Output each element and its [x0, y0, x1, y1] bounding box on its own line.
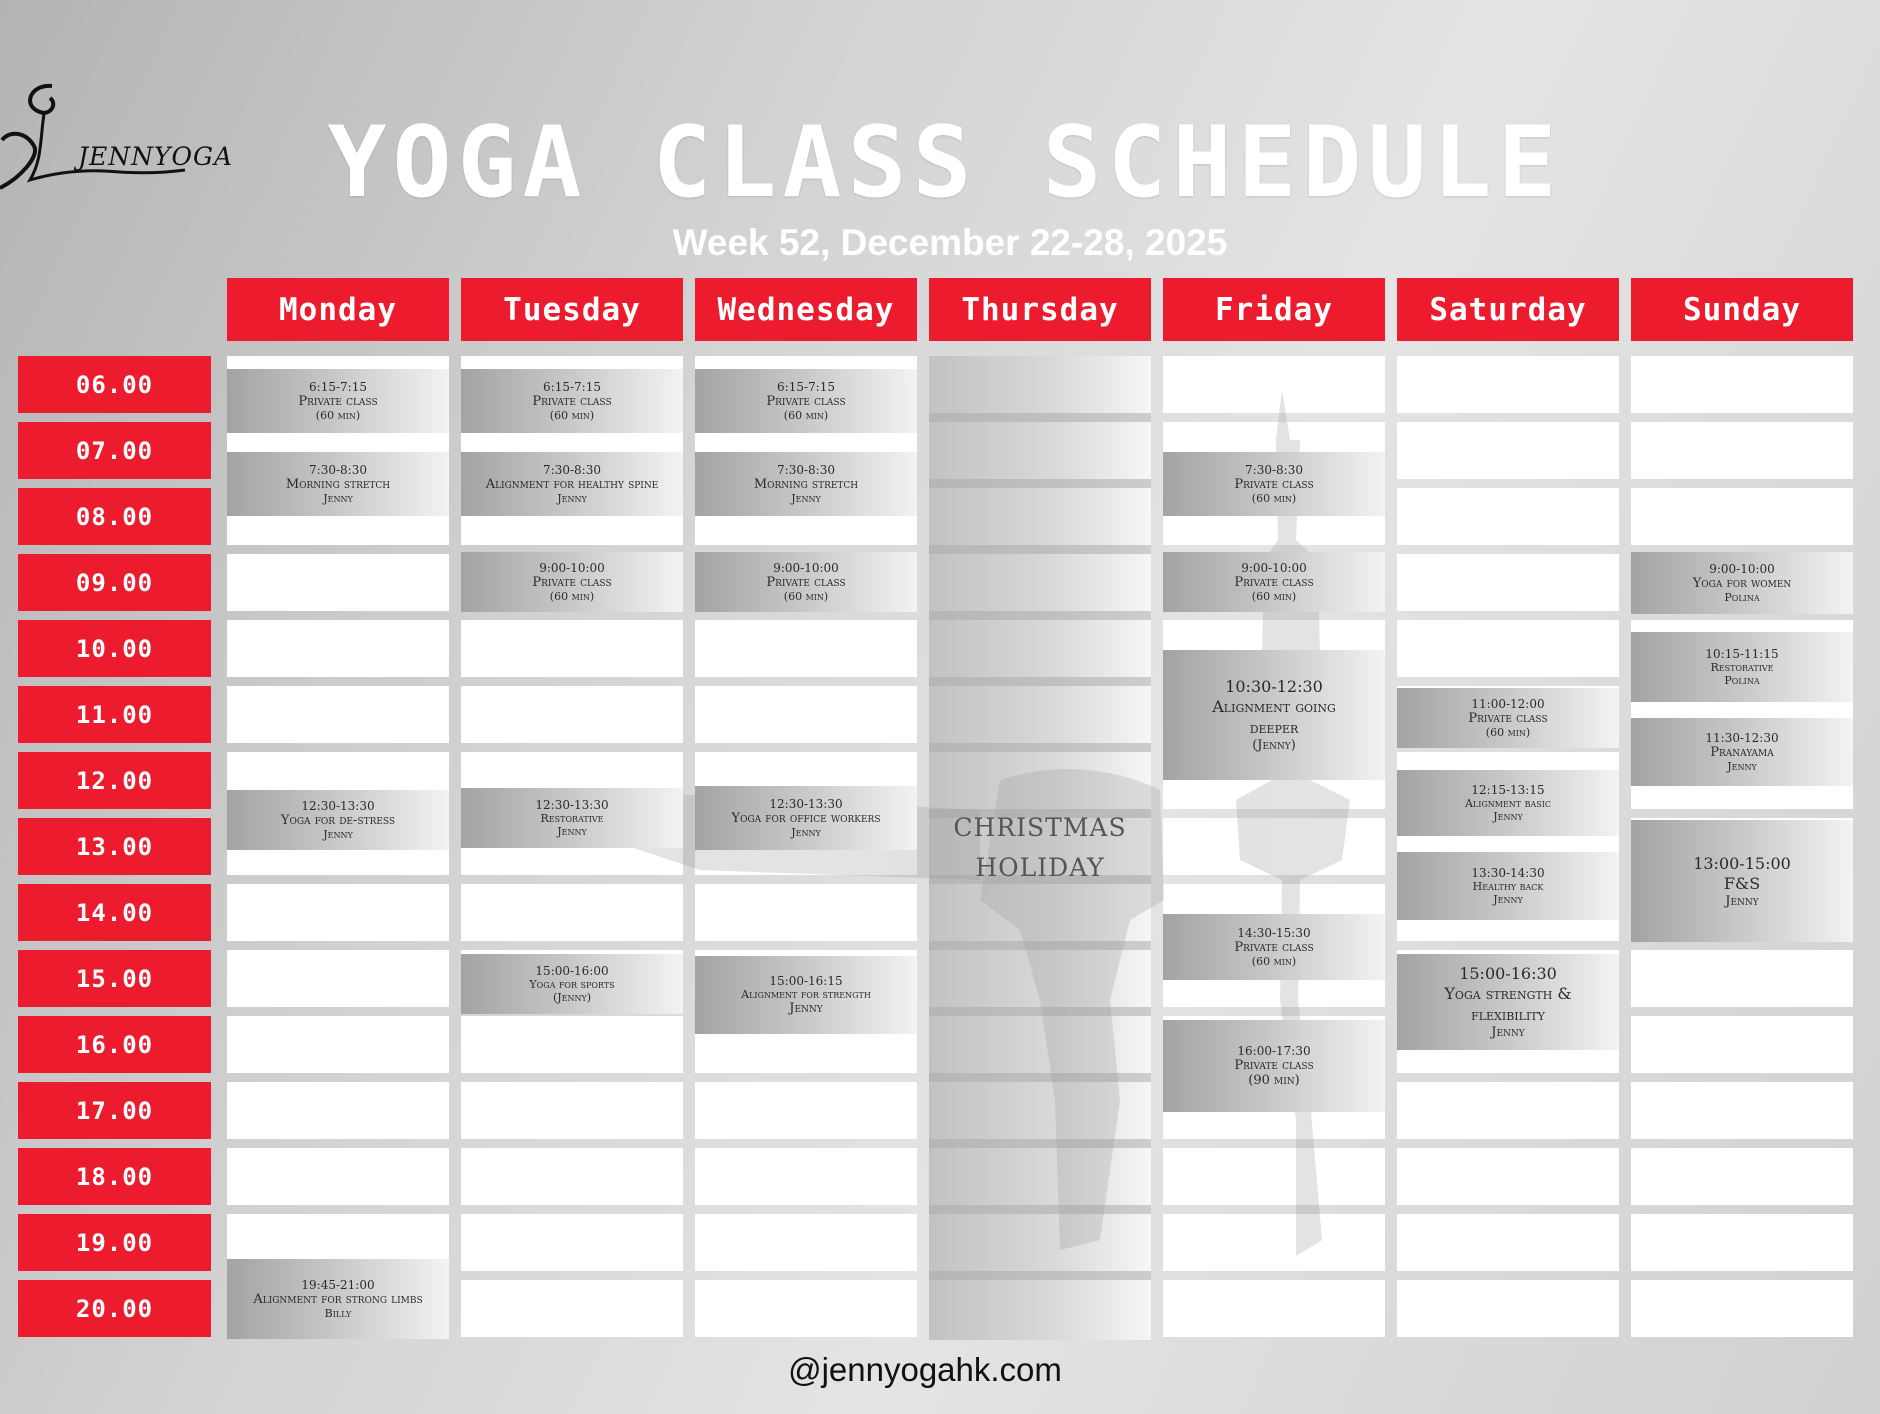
schedule-cell — [1631, 1214, 1853, 1271]
row-separator — [929, 611, 1151, 620]
schedule-cell — [227, 554, 449, 611]
class-time: 11:00-12:00 — [1471, 697, 1545, 711]
class-instructor: (60 min) — [549, 409, 595, 422]
row-separator — [929, 1205, 1151, 1214]
class-time: 12:15-13:15 — [1471, 783, 1545, 797]
class-time: 7:30-8:30 — [777, 463, 835, 477]
class-block[interactable] — [227, 452, 449, 516]
class-time: 7:30-8:30 — [309, 463, 367, 477]
page-title: YOGA CLASS SCHEDULE — [327, 106, 1563, 220]
class-instructor: Billy — [324, 1307, 352, 1320]
day-header-thursday: Thursday — [929, 278, 1151, 341]
schedule-cell — [227, 884, 449, 941]
schedule-cell — [1631, 1280, 1853, 1337]
schedule-cell — [1631, 1148, 1853, 1205]
row-separator — [929, 1073, 1151, 1082]
class-block[interactable] — [1631, 632, 1853, 702]
row-separator — [929, 677, 1151, 686]
class-instructor: Jenny — [1493, 810, 1523, 823]
schedule-cell — [695, 1082, 917, 1139]
class-block[interactable] — [1163, 552, 1385, 612]
class-instructor: Jenny — [1491, 1025, 1525, 1040]
class-time: 12:30-13:30 — [535, 798, 609, 812]
class-time: 10:30-12:30 — [1225, 677, 1323, 696]
schedule-cell — [695, 1148, 917, 1205]
schedule-cell — [1631, 488, 1853, 545]
schedule-cell — [1397, 1148, 1619, 1205]
class-name: Pranayama — [1710, 745, 1774, 760]
day-header-wednesday: Wednesday — [695, 278, 917, 341]
class-instructor: (60 min) — [549, 590, 595, 603]
schedule-cell — [1397, 422, 1619, 479]
time-label-0700: 07.00 — [18, 422, 211, 479]
class-block[interactable] — [461, 954, 683, 1014]
class-instructor: Jenny — [1727, 760, 1757, 773]
class-block[interactable] — [695, 369, 917, 433]
schedule-cell — [461, 1148, 683, 1205]
class-name: Healthy back — [1472, 880, 1544, 893]
class-name: Private class — [1468, 711, 1548, 726]
class-name-line-1: Alignment going — [1212, 697, 1336, 716]
schedule-cell — [227, 686, 449, 743]
class-time: 13:30-14:30 — [1471, 866, 1545, 880]
schedule-cell — [1163, 356, 1385, 413]
day-header-tuesday: Tuesday — [461, 278, 683, 341]
holiday-line-1: CHRISTMAS — [953, 813, 1127, 842]
schedule-cell — [1631, 1082, 1853, 1139]
schedule-cell — [695, 1280, 917, 1337]
class-name: F&S — [1723, 873, 1761, 893]
class-block[interactable] — [1397, 688, 1619, 748]
schedule-cell — [1397, 1280, 1619, 1337]
class-block[interactable] — [461, 552, 683, 612]
schedule-cell — [695, 1214, 917, 1271]
schedule-cell — [461, 1214, 683, 1271]
time-label-1800: 18.00 — [18, 1148, 211, 1205]
schedule-cell — [1631, 356, 1853, 413]
class-block[interactable] — [1163, 650, 1385, 780]
class-instructor: Jenny — [789, 1001, 823, 1016]
class-time: 19:45-21:00 — [301, 1278, 375, 1292]
class-instructor: Polina — [1724, 674, 1760, 687]
class-name: Private class — [766, 394, 846, 409]
time-label-0800: 08.00 — [18, 488, 211, 545]
class-time: 9:00-10:00 — [1241, 561, 1307, 575]
time-label-1900: 19.00 — [18, 1214, 211, 1271]
schedule-cell — [461, 1082, 683, 1139]
schedule-cell — [1397, 488, 1619, 545]
class-name: Yoga for de-stress — [280, 813, 396, 828]
page-subtitle: Week 52, December 22-28, 2025 — [672, 222, 1228, 263]
brand-logo — [0, 80, 240, 210]
time-label-1000: 10.00 — [18, 620, 211, 677]
logo-text: JENNYOGA — [78, 142, 234, 171]
class-time: 6:15-7:15 — [777, 380, 835, 394]
class-instructor: Jenny — [323, 492, 353, 505]
class-time: 12:30-13:30 — [769, 797, 843, 811]
class-name: Private class — [1234, 477, 1314, 492]
class-name: Private class — [532, 575, 612, 590]
schedule-cell — [461, 620, 683, 677]
time-label-1500: 15.00 — [18, 950, 211, 1007]
time-label-0900: 09.00 — [18, 554, 211, 611]
time-label-1700: 17.00 — [18, 1082, 211, 1139]
class-name: Private class — [298, 394, 378, 409]
class-block[interactable] — [461, 452, 683, 516]
schedule-cell — [1631, 422, 1853, 479]
class-block[interactable] — [227, 790, 449, 850]
class-name: Alignment basic — [1464, 797, 1552, 810]
class-name: Private class — [1234, 575, 1314, 590]
class-instructor: (60 min) — [315, 409, 361, 422]
class-time: 7:30-8:30 — [1245, 463, 1303, 477]
class-block[interactable] — [695, 452, 917, 516]
class-time: 12:30-13:30 — [301, 799, 375, 813]
schedule-cell — [461, 1016, 683, 1073]
class-instructor: (Jenny) — [1252, 738, 1296, 753]
class-instructor: (Jenny) — [552, 991, 592, 1004]
class-block[interactable] — [227, 369, 449, 433]
website-handle[interactable]: @jennyogahk.com — [788, 1351, 1062, 1388]
class-time: 6:15-7:15 — [543, 380, 601, 394]
class-name: Private class — [532, 394, 612, 409]
class-block[interactable] — [1631, 552, 1853, 614]
class-time: 9:00-10:00 — [539, 561, 605, 575]
time-label-1300: 13.00 — [18, 818, 211, 875]
class-time: 6:15-7:15 — [309, 380, 367, 394]
schedule-cell — [461, 1280, 683, 1337]
schedule-cell — [227, 1082, 449, 1139]
schedule-cell — [227, 1016, 449, 1073]
time-label-1600: 16.00 — [18, 1016, 211, 1073]
class-block[interactable] — [1397, 954, 1619, 1050]
row-separator — [929, 1271, 1151, 1280]
class-instructor: Jenny — [791, 826, 821, 839]
class-instructor: (60 min) — [1485, 726, 1531, 739]
class-instructor: (60 min) — [1251, 590, 1297, 603]
class-instructor: Jenny — [1493, 893, 1523, 906]
schedule-cell — [461, 686, 683, 743]
schedule-cell — [695, 884, 917, 941]
row-separator — [929, 479, 1151, 488]
class-name: Alignment for strong limbs — [253, 1292, 423, 1307]
class-instructor: (60 min) — [783, 590, 829, 603]
class-block[interactable] — [1631, 718, 1853, 786]
class-time: 15:00-16:15 — [769, 974, 843, 988]
class-block[interactable] — [1397, 770, 1619, 836]
day-header-monday: Monday — [227, 278, 449, 341]
schedule-cell — [1397, 554, 1619, 611]
time-label-2000: 20.00 — [18, 1280, 211, 1337]
class-time: 15:00-16:30 — [1459, 964, 1557, 983]
time-label-1400: 14.00 — [18, 884, 211, 941]
christmas-holiday-label — [929, 808, 1151, 898]
day-header-friday: Friday — [1163, 278, 1385, 341]
class-block[interactable] — [1163, 914, 1385, 980]
class-name: Yoga for office workers — [731, 811, 881, 826]
time-label-1200: 12.00 — [18, 752, 211, 809]
row-separator — [929, 1139, 1151, 1148]
day-header-saturday: Saturday — [1397, 278, 1619, 341]
row-separator — [929, 941, 1151, 950]
class-name: Private class — [1234, 1058, 1314, 1073]
class-time: 7:30-8:30 — [543, 463, 601, 477]
class-instructor: Polina — [1724, 591, 1760, 604]
row-separator — [929, 1007, 1151, 1016]
class-name: Alignment for healthy spine — [485, 477, 659, 492]
class-name-line-2: deeper — [1249, 718, 1299, 737]
schedule-cell — [461, 884, 683, 941]
schedule-cell — [1397, 1214, 1619, 1271]
class-instructor: (60 min) — [1251, 492, 1297, 505]
class-block[interactable] — [1631, 820, 1853, 942]
class-block[interactable] — [1163, 452, 1385, 516]
class-name: Alignment for strength — [741, 988, 871, 1001]
schedule-cell — [1163, 1214, 1385, 1271]
class-name: Private class — [766, 575, 846, 590]
row-separator — [929, 413, 1151, 422]
schedule-cell — [227, 620, 449, 677]
class-name: Private class — [1234, 940, 1314, 955]
row-separator — [929, 545, 1151, 554]
class-block[interactable] — [461, 369, 683, 433]
class-time: 16:00-17:30 — [1237, 1044, 1311, 1058]
class-time: 9:00-10:00 — [773, 561, 839, 575]
class-block[interactable] — [695, 786, 917, 850]
schedule-cell — [1397, 356, 1619, 413]
class-instructor: Jenny — [557, 825, 587, 838]
class-instructor: Jenny — [1725, 893, 1759, 909]
holiday-line-2: HOLIDAY — [975, 853, 1105, 882]
schedule-cell — [227, 1148, 449, 1205]
schedule-cell — [1631, 950, 1853, 1007]
class-block[interactable] — [461, 788, 683, 848]
schedule-cell — [1163, 1280, 1385, 1337]
schedule-cell — [695, 620, 917, 677]
class-time: 15:00-16:00 — [535, 964, 609, 978]
class-name: Morning stretch — [753, 477, 859, 492]
class-name: Yoga for women — [1692, 576, 1792, 591]
schedule-cell — [1397, 1082, 1619, 1139]
class-block[interactable] — [227, 1259, 449, 1339]
class-name: Restorative — [1710, 661, 1774, 674]
class-instructor: Jenny — [557, 492, 587, 505]
day-header-sunday: Sunday — [1631, 278, 1853, 341]
time-label-0600: 06.00 — [18, 356, 211, 413]
class-instructor: (90 min) — [1248, 1073, 1300, 1088]
class-block[interactable] — [695, 552, 917, 612]
row-separator — [929, 743, 1151, 752]
class-name: Morning stretch — [285, 477, 391, 492]
class-instructor: (60 min) — [1251, 955, 1297, 968]
class-name-line-2: flexibility — [1471, 1005, 1545, 1024]
schedule-cell — [227, 950, 449, 1007]
class-instructor: Jenny — [323, 828, 353, 841]
schedule-cell — [1163, 1148, 1385, 1205]
class-instructor: Jenny — [791, 492, 821, 505]
class-time: 10:15-11:15 — [1705, 647, 1779, 661]
class-time: 13:00-15:00 — [1693, 853, 1791, 873]
schedule-cell — [1163, 818, 1385, 875]
schedule-cell — [1397, 620, 1619, 677]
class-time: 9:00-10:00 — [1709, 562, 1775, 576]
class-block[interactable] — [1397, 852, 1619, 920]
schedule-cell — [695, 686, 917, 743]
schedule-cell — [1631, 1016, 1853, 1073]
class-name: Yoga for sports — [529, 978, 615, 991]
class-block[interactable] — [1163, 1020, 1385, 1112]
time-label-1100: 11.00 — [18, 686, 211, 743]
class-time: 11:30-12:30 — [1705, 731, 1779, 745]
class-time: 14:30-15:30 — [1237, 926, 1311, 940]
class-instructor: (60 min) — [783, 409, 829, 422]
class-block[interactable] — [695, 956, 917, 1034]
class-name-line-1: Yoga strength & — [1444, 984, 1572, 1003]
class-name: Restorative — [540, 812, 604, 825]
